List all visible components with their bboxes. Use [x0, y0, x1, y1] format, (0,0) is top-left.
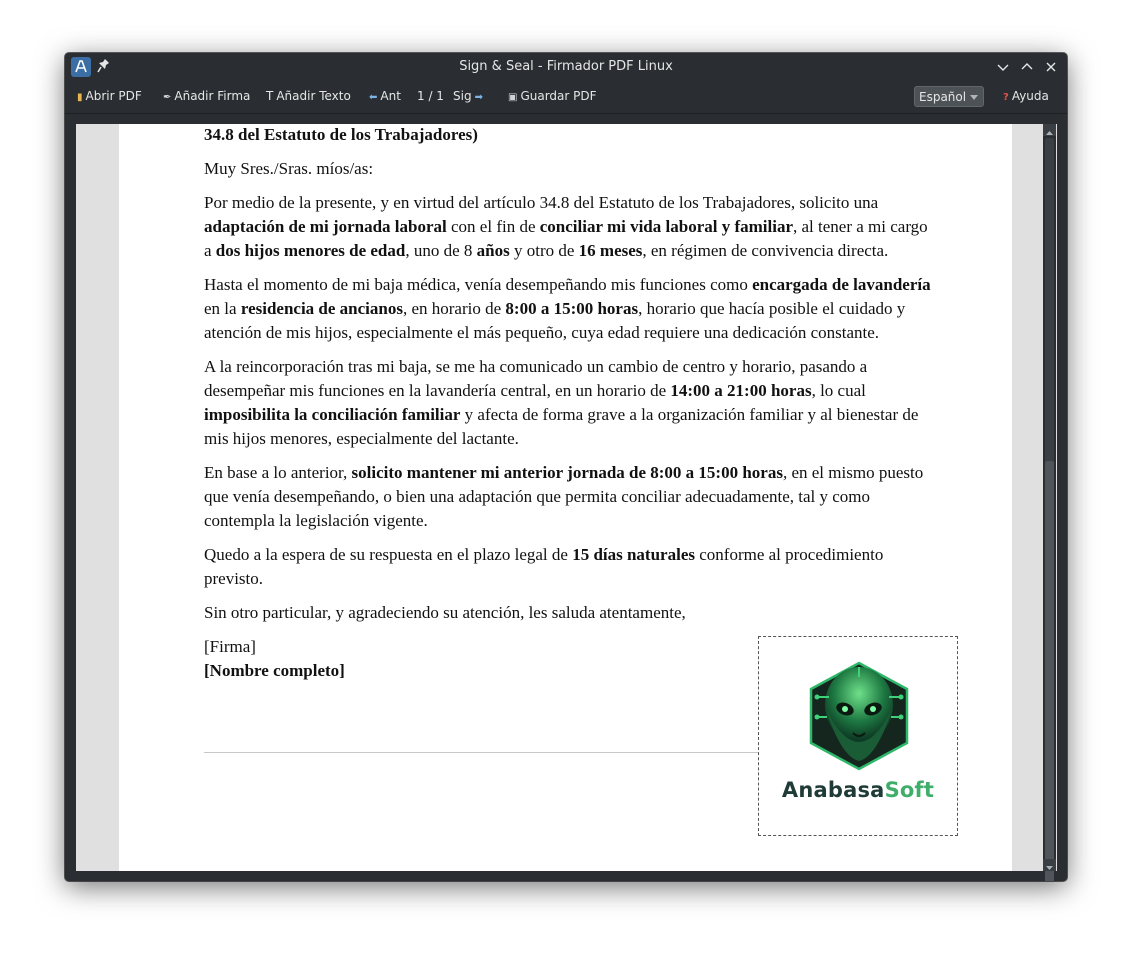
title-bar[interactable]: [65, 53, 1067, 81]
text-run: con el fin de: [446, 217, 540, 236]
salutation: Muy Sres./Sras. míos/as:: [204, 159, 374, 178]
maximize-icon[interactable]: [1017, 57, 1037, 77]
scroll-thumb[interactable]: [1045, 461, 1054, 881]
text-run: , uno de 8: [405, 241, 477, 260]
bold-run: adaptación de mi jornada laboral: [204, 217, 447, 236]
chevron-down-icon: [970, 95, 978, 100]
arrow-right-icon: ➡: [474, 92, 483, 103]
bold-run: años: [476, 241, 510, 260]
text-icon: T: [266, 89, 274, 103]
bold-run: imposibilita la conciliación familiar: [204, 405, 461, 424]
text-run: Por medio de la presente, y en virtud del artículo 34.8 del Estatuto de los Trabajadores, solicito una: [204, 193, 879, 212]
text-run: y otro de: [509, 241, 579, 260]
text-run: , horario que hacía posible el cuidado y atención de mis hijos, especialmente el más pequeño, cuya edad requiere una dedicación constante.: [204, 299, 906, 342]
bold-run: 16 meses: [578, 241, 643, 260]
app-window: [65, 53, 1067, 881]
bold-run: 8:00 a 15:00 horas: [505, 299, 639, 318]
text-run: , lo cual: [811, 381, 866, 400]
paragraph-2: [204, 273, 931, 345]
paragraph-1: [204, 191, 931, 263]
bold-run: solicito mantener mi anterior jornada de 8:00 a 15:00 horas: [351, 463, 783, 482]
text-run: en la: [204, 299, 241, 318]
close-icon[interactable]: [1041, 57, 1061, 77]
logo-text-dark: Anabasa: [781, 778, 885, 802]
paragraph-4: [204, 461, 931, 533]
bold-run: 14:00 a 21:00 horas: [670, 381, 812, 400]
text-run: En base a lo anterior,: [204, 463, 352, 482]
text-run: y afecta de forma grave a la organización familiar y al bienestar de mis hijos menores, especialmente del lactante.: [204, 405, 919, 448]
save-pdf-button[interactable]: ▣ Guardar PDF: [508, 89, 597, 103]
language-select[interactable]: [914, 86, 984, 107]
scroll-up-button[interactable]: [1043, 124, 1056, 136]
bold-run: conciliar mi vida laboral y familiar: [539, 217, 793, 236]
add-text-button[interactable]: T Añadir Texto: [266, 89, 351, 103]
text-run: conforme al procedimiento previsto.: [204, 545, 884, 588]
folder-icon: ▮: [77, 92, 83, 103]
window-title: Sign & Seal - Firmador PDF Linux: [459, 59, 673, 74]
text-run: , en régimen de convivencia directa.: [642, 241, 889, 260]
text-run: Hasta el momento de mi baja médica, venía desempeñando mis funciones como: [204, 275, 753, 294]
logo-text: [759, 778, 957, 802]
help-icon: ?: [1003, 92, 1009, 103]
text-run: , en el mismo puesto que venía desempeñando, o bien una adaptación que permita conciliar adecuadamente, tal y como contempla la legislación vigente.: [204, 463, 924, 530]
bold-run: dos hijos menores de edad: [215, 241, 406, 260]
vertical-scrollbar[interactable]: [1043, 124, 1056, 871]
heading-tail: 34.8 del Estatuto de los Trabajadores): [204, 125, 478, 144]
help-button[interactable]: ? Ayuda: [1003, 89, 1049, 103]
bold-run: 15 días naturales: [572, 545, 695, 564]
pdf-viewport[interactable]: [76, 124, 1057, 871]
signature-placeholder: [Firma]: [204, 637, 256, 656]
pen-icon: ✒: [163, 92, 172, 103]
paragraph-3: [204, 355, 931, 451]
pdf-page: [119, 124, 1012, 871]
add-signature-button[interactable]: ✒ Añadir Firma: [163, 89, 251, 103]
page-indicator: 1 / 1: [417, 89, 444, 103]
scroll-down-button[interactable]: [1043, 859, 1056, 871]
open-pdf-button[interactable]: ▮ Abrir PDF: [77, 89, 142, 103]
bold-run: residencia de ancianos: [240, 299, 403, 318]
paragraph-5: [204, 543, 931, 591]
language-value: Español: [919, 90, 967, 104]
name-placeholder: [Nombre completo]: [204, 661, 345, 680]
save-icon: ▣: [508, 92, 518, 103]
closing: Sin otro particular, y agradeciendo su atención, les saluda atentamente,: [204, 603, 686, 622]
signature-stamp[interactable]: [758, 636, 958, 836]
alien-circuit-head-icon: [759, 637, 959, 777]
text-run: Quedo a la espera de su respuesta en el plazo legal de: [204, 545, 573, 564]
minimize-icon[interactable]: [993, 57, 1013, 77]
bold-run: encargada de lavandería: [752, 275, 931, 294]
document-body: [204, 124, 931, 683]
next-page-button[interactable]: Sig ➡: [453, 89, 483, 103]
arrow-left-icon: ⬅: [369, 92, 378, 103]
text-run: , en horario de: [402, 299, 506, 318]
text-run: A la reincorporación tras mi baja, se me ha comunicado un cambio de centro y horario, pasando a desempeñar mis funciones en la lavandería central, en un horario de: [204, 357, 868, 400]
logo-text-accent: Soft: [884, 778, 935, 802]
text-run: , al tener a mi cargo a: [204, 217, 928, 260]
prev-page-button[interactable]: ⬅ Ant: [369, 89, 401, 103]
